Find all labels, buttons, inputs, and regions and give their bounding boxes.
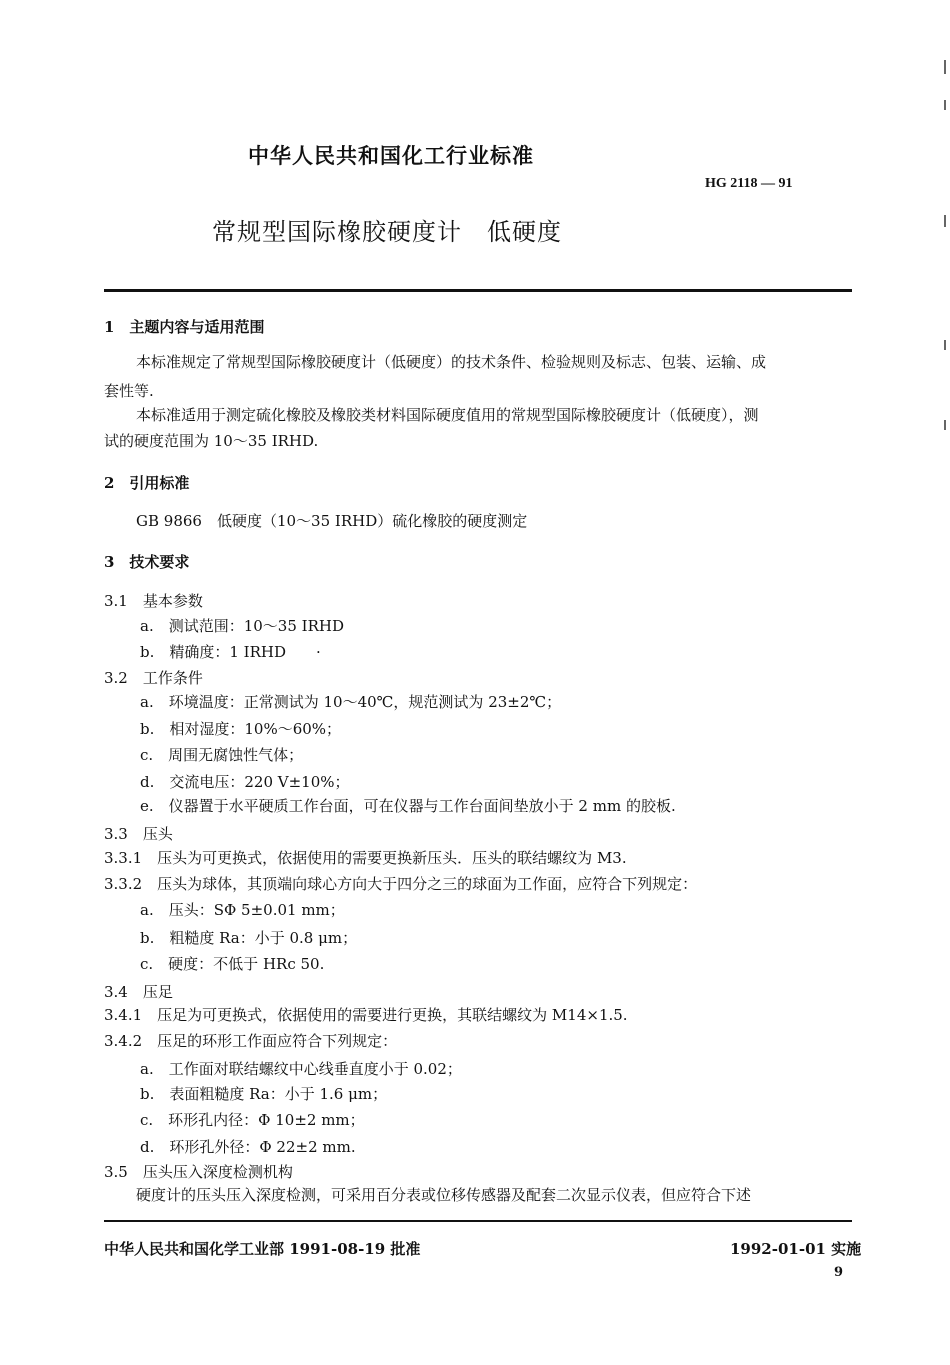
scan-mark — [944, 340, 946, 350]
scan-mark — [944, 100, 946, 110]
list-item: b. 相对湿度：10%～60%； — [140, 720, 342, 738]
footer-rule — [104, 1220, 852, 1222]
section-heading: 3 技术要求 — [104, 553, 190, 571]
standard-org-title: 中华人民共和国化工行业标准 — [248, 143, 534, 168]
list-item: a. 测试范围：10～35 IRHD — [140, 617, 344, 635]
list-item: b. 粗糙度 Ra：小于 0.8 μm； — [140, 929, 358, 947]
clause-line: 3.3 压头 — [104, 825, 173, 843]
scan-mark — [944, 215, 946, 227]
section-heading: 1 主题内容与适用范围 — [104, 318, 265, 336]
paragraph-line: 试的硬度范围为 10～35 IRHD. — [104, 432, 319, 450]
scan-mark — [944, 420, 946, 430]
list-item: d. 环形孔外径：Φ 22±2 mm. — [140, 1138, 356, 1156]
list-item: e. 仪器置于水平硬质工作台面，可在仪器与工作台面间垫放小于 2 mm 的胶板. — [140, 797, 676, 815]
list-item: c. 周围无腐蚀性气体； — [140, 746, 304, 764]
clause-line: 3.4.1 压足为可更换式，依据使用的需要进行更换，其联结螺纹为 M14×1.5. — [104, 1006, 628, 1024]
clause-line: 3.4 压足 — [104, 983, 173, 1001]
list-item: b. 精确度：1 IRHD · — [140, 643, 321, 661]
list-item: c. 硬度：不低于 HRc 50. — [140, 955, 325, 973]
clause-line: 3.1 基本参数 — [104, 592, 203, 610]
list-item: a. 工作面对联结螺纹中心线垂直度小于 0.02； — [140, 1060, 462, 1078]
list-item: c. 环形孔内径：Φ 10±2 mm； — [140, 1111, 365, 1129]
section-heading: 2 引用标准 — [104, 474, 190, 492]
list-item: a. 压头：SΦ 5±0.01 mm； — [140, 901, 345, 919]
paragraph-line: 本标准适用于测定硫化橡胶及橡胶类材料国际硬度值用的常规型国际橡胶硬度计（低硬度），测 — [136, 406, 759, 424]
clause-line: 3.5 压头压入深度检测机构 — [104, 1163, 293, 1181]
document-title: 常规型国际橡胶硬度计 低硬度 — [212, 218, 562, 246]
list-item: a. 环境温度：正常测试为 10～40℃，规范测试为 23±2℃； — [140, 693, 562, 711]
scan-mark — [944, 60, 946, 74]
list-item: b. 表面粗糙度 Ra：小于 1.6 μm； — [140, 1085, 388, 1103]
standard-code: HG 2118 — 91 — [705, 176, 793, 191]
clause-line: 3.3.2 压头为球体，其顶端向球心方向大于四分之三的球面为工作面，应符合下列规定： — [104, 875, 698, 893]
page-number: 9 — [834, 1265, 844, 1280]
list-item: d. 交流电压：220 V±10%； — [140, 773, 350, 791]
clause-line: 3.3.1 压头为可更换式，依据使用的需要更换新压头．压头的联结螺纹为 M3. — [104, 849, 627, 867]
paragraph-line: 套性等. — [104, 382, 154, 400]
approval-line: 中华人民共和国化学工业部 1991-08-19 批准 — [104, 1240, 421, 1258]
clause-line: 3.2 工作条件 — [104, 669, 203, 687]
paragraph-line: 硬度计的压头压入深度检测，可采用百分表或位移传感器及配套二次显示仪表，但应符合下述 — [136, 1186, 752, 1204]
header-rule — [104, 289, 852, 292]
effective-date: 1992-01-01 实施 — [730, 1240, 862, 1258]
paragraph-line: GB 9866 低硬度（10～35 IRHD）硫化橡胶的硬度测定 — [136, 512, 528, 530]
clause-line: 3.4.2 压足的环形工作面应符合下列规定： — [104, 1032, 398, 1050]
paragraph-line: 本标准规定了常规型国际橡胶硬度计（低硬度）的技术条件、检验规则及标志、包装、运输、成 — [136, 353, 767, 371]
